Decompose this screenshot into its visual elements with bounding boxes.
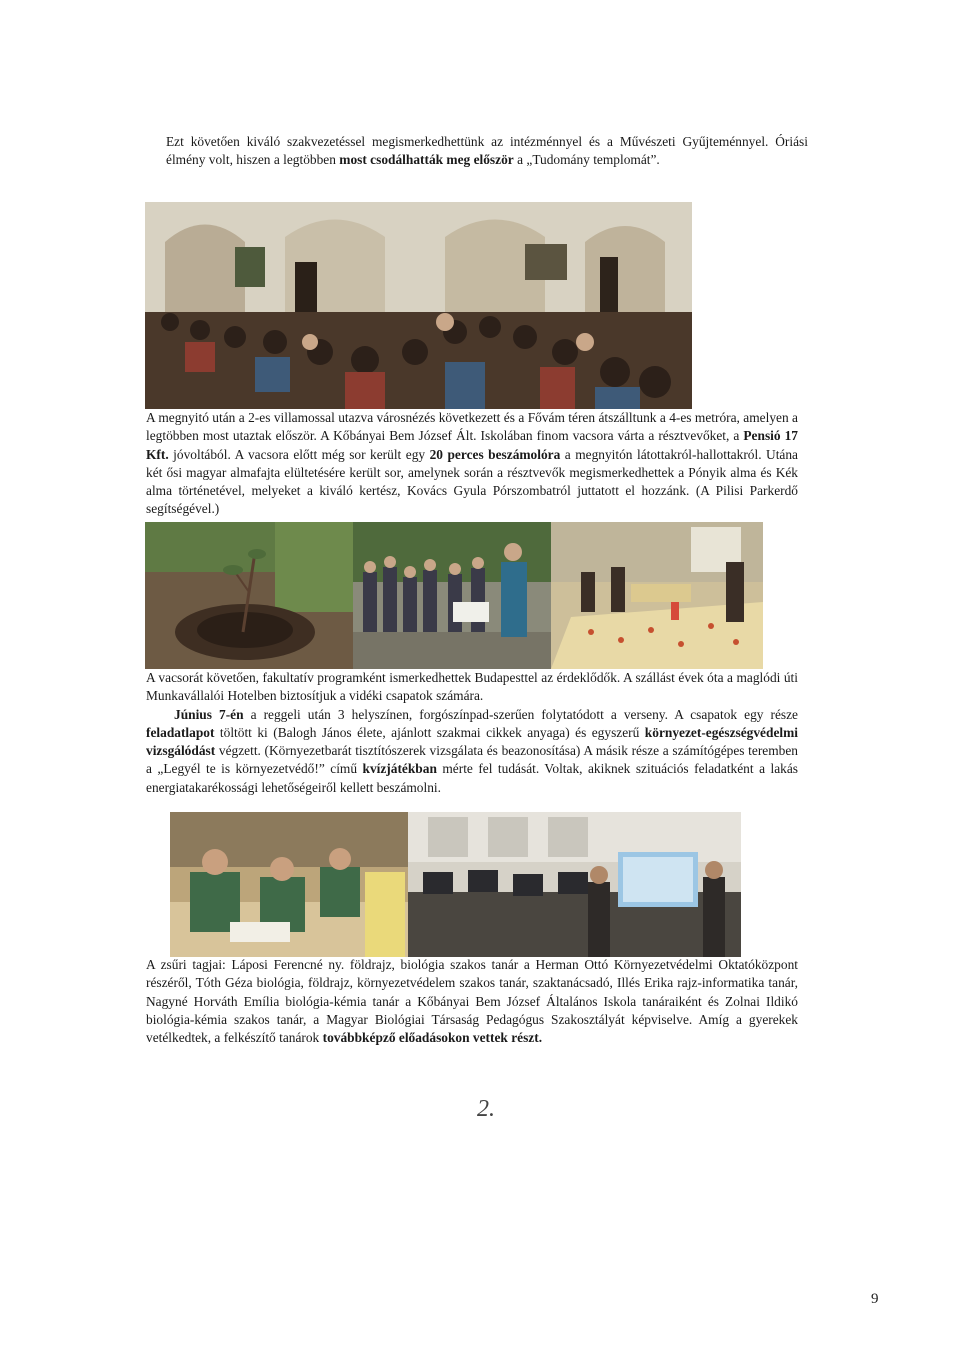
paragraph-jury: A zsűri tagjai: Láposi Ferencné ny. földrajz, biológia szakos tanár a Herman Ottó Környezetvédelmi Oktatóközpont részéről, Tóth Géza biológia, földrajz, környezetvédelem szakos tanár, szaktanácsadó, Illés Erika rajz-informatika tanár, Nagyné Horváth Emília biológia-kémia tanár a Kőbányai Bem József Általános Iskola tanáraiként és Zolnai Ildikó biológia-kémia szakos tanár, a Magyar Biológiai Társaság Pedagógus Szakosztályát képviselve. Amíg a gyerekek vetélkedtek, a felkészítő tanárok továbbképző előadásokon vettek részt. [146,957,798,1046]
bold-phrase: továbbképző előadásokon vettek részt. [322,1030,543,1046]
page-number: 9 [871,1291,879,1307]
paragraph-competition-day: A vacsorát követően, fakultatív programként ismerkedhettek Budapesttel az érdeklődők. A szállást évek óta a maglódi úti Munkavállalói Hotelben biztosítjuk a vidéki csapatok számára. Június 7-én a reggeli után 3 helyszínen, forgószínpad-szerűen folytatódott a verseny. A csapatok egy része feladatlapot töltött ki (Balogh János élete, ajánlott szakmai cikkek anyaga) és egyszerű környezet-egészségvédelmi vizsgálódást végzett. (Környezetbarát tisztítószerek vizsgálata és beazonosítása) A másik része a számítógépes teremben a „Legyél te is környezetvédő!” című kvízjátékban mérte fel tudását. Voltak, akiknek szituációs feladatként a lakás energiatakarékossági lehetőségeiről kellett beszámolni. [146,670,798,795]
paragraph-city-tour: A megnyitó után a 2-es villamossal utazva városnézés következett és a Fővám téren átszálltunk a 4-es metróra, amelyen a legtöbben most utaztak először. A Kőbányai Bem József Ált. Iskolában finom vacsora várta a résztvevőket, a Pensió 17 Kft. jóvoltából. A vacsora előtt még sor került egy 20 perces beszámolóra a megnyitón látottakról-hallottakról. Utána két ősi magyar almafajta elültetésére került sor, amelynek során a résztvevők megismerkedhettek a Pónyik alma és Kék alma történetével, melyeket a kiváló kertész, Kovács Gyula Pórszombatról juttatott el hozzánk. (A Pilisi Parkerdő segítségével.) [146,410,799,517]
photo-tree-planting [145,522,353,669]
bold-phrase: 20 perces beszámolóra [429,446,561,462]
bold-phrase: most csodálhatták meg először [339,152,514,168]
photo-lecture-hall [145,202,692,409]
photo-outdoor-gathering [353,522,551,669]
bold-phrase: Június 7-én [174,706,244,722]
bold-phrase: környezet-egészségvédelmi vizsgálódást [146,724,798,759]
bold-phrase: feladatlapot [146,724,215,740]
bold-phrase: Pensió 17 Kft. [146,428,798,462]
photo-computer-room [408,812,741,957]
photo-dinner-hall [551,522,763,669]
handwritten-page-mark: 2. [477,1096,495,1122]
photo-students-worksheet [170,812,408,957]
paragraph-intro: Ezt követően kiváló szakvezetéssel megismerkedhettünk az intézménnyel és a Művészeti Gyűjteménnyel. Óriási élmény volt, hiszen a legtöbben most csodálhatták meg először a „Tudomány templomát”. [166,134,808,168]
bold-phrase: kvízjátékban [362,761,437,777]
